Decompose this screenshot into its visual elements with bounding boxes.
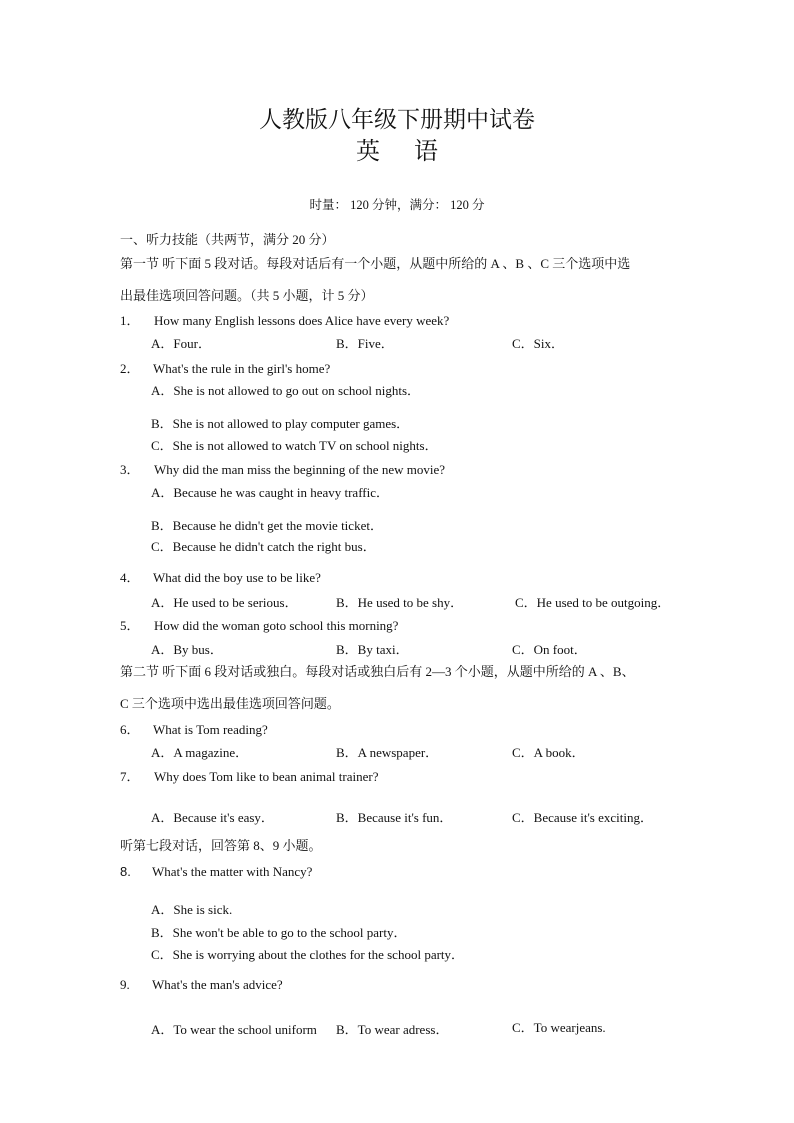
question-number: 2． — [120, 361, 140, 376]
question-text: Why did the man miss the beginning of the new movie? — [154, 462, 445, 477]
option-a: A．A magazine． — [151, 745, 249, 760]
option-c: C．She is worrying about the clothes for the school party． — [151, 947, 465, 962]
question-2 — [120, 358, 330, 377]
option-a: A．Because he was caught in heavy traffic． — [151, 485, 390, 500]
question-6 — [120, 719, 268, 738]
section2-instructions-line1: 第二节 听下面 6 段对话或独白。每段对话或独白后有 2—3 个小题，从题中所给的 A 、B、 — [120, 664, 635, 679]
dialog7-note: 听第七段对话，回答第 8、9 小题。 — [120, 838, 322, 853]
question-text: Why does Tom like to bean animal trainer? — [154, 769, 379, 784]
option-c: C．He used to be outgoing． — [515, 595, 671, 610]
part-heading: 一、听力技能（共两节，满分 20 分） — [120, 232, 335, 247]
section1-instructions-line2: 出最佳选项回答问题。（共 5 小题，计 5 分） — [120, 288, 374, 303]
option-a: A．She is not allowed to go out on school nights． — [151, 383, 421, 398]
option-a: A．By bus． — [151, 642, 223, 657]
section2-instructions-line2: C 三个选项中选出最佳选项回答问题。 — [120, 696, 340, 711]
exam-meta: 时量： 120 分钟，满分： 120 分 — [309, 198, 485, 212]
option-c: C．Six． — [512, 336, 565, 351]
option-c: C．She is not allowed to watch TV on school nights． — [151, 438, 438, 453]
question-text: What did the boy use to be like? — [153, 570, 321, 585]
option-b: B．Because he didn't get the movie ticket． — [151, 518, 383, 533]
option-c: C．A book． — [512, 745, 585, 760]
option-a: A．To wear the school uniform — [151, 1022, 317, 1037]
question-text: What's the man's advice? — [152, 977, 283, 992]
subject-title: 英语 — [356, 139, 472, 165]
question-number: 6． — [120, 722, 140, 737]
question-text: How many English lessons does Alice have every week? — [154, 313, 450, 328]
question-7 — [120, 766, 378, 785]
section1-instructions-line1: 第一节 听下面 5 段对话。每段对话后有一个小题，从题中所给的 A 、B 、C 三个选项中选 — [120, 256, 631, 271]
question-8 — [120, 864, 312, 880]
option-b: B．He used to be shy． — [336, 595, 464, 610]
question-number: 9. — [120, 977, 130, 992]
option-a: A．Four． — [151, 336, 211, 351]
option-c: C．On foot． — [512, 642, 587, 657]
option-a: A．She is sick. — [151, 902, 233, 917]
question-text: What is Tom reading? — [153, 722, 268, 737]
option-a: A．Because it's easy． — [151, 810, 274, 825]
question-text: What's the matter with Nancy? — [152, 864, 313, 879]
option-b: B．By taxi． — [336, 642, 409, 657]
question-1 — [120, 310, 449, 329]
question-3 — [120, 459, 445, 478]
question-number: 8. — [120, 864, 131, 879]
question-number: 5． — [120, 618, 140, 633]
question-5 — [120, 615, 398, 634]
question-number: 4． — [120, 570, 140, 585]
option-b: B．To wear adress． — [336, 1022, 449, 1037]
option-b: B．A newspaper． — [336, 745, 439, 760]
question-text: What's the rule in the girl's home? — [153, 361, 331, 376]
question-number: 7． — [120, 769, 140, 784]
question-9 — [120, 977, 283, 993]
option-c: C．Because he didn't catch the right bus． — [151, 539, 376, 554]
question-number: 3． — [120, 462, 140, 477]
exam-title: 人教版八年级下册期中试卷 — [259, 107, 535, 132]
option-c: C．Because it's exciting． — [512, 810, 653, 825]
option-a: A．He used to be serious． — [151, 595, 298, 610]
option-b: B．She won't be able to go to the school party． — [151, 925, 407, 940]
question-text: How did the woman goto school this morning? — [154, 618, 399, 633]
option-b: B．She is not allowed to play computer games． — [151, 416, 410, 431]
question-number: 1． — [120, 313, 140, 328]
option-b: B．Five． — [336, 336, 394, 351]
question-4 — [120, 567, 321, 586]
option-c: C．To wearjeans. — [512, 1020, 606, 1035]
option-b: B．Because it's fun． — [336, 810, 453, 825]
